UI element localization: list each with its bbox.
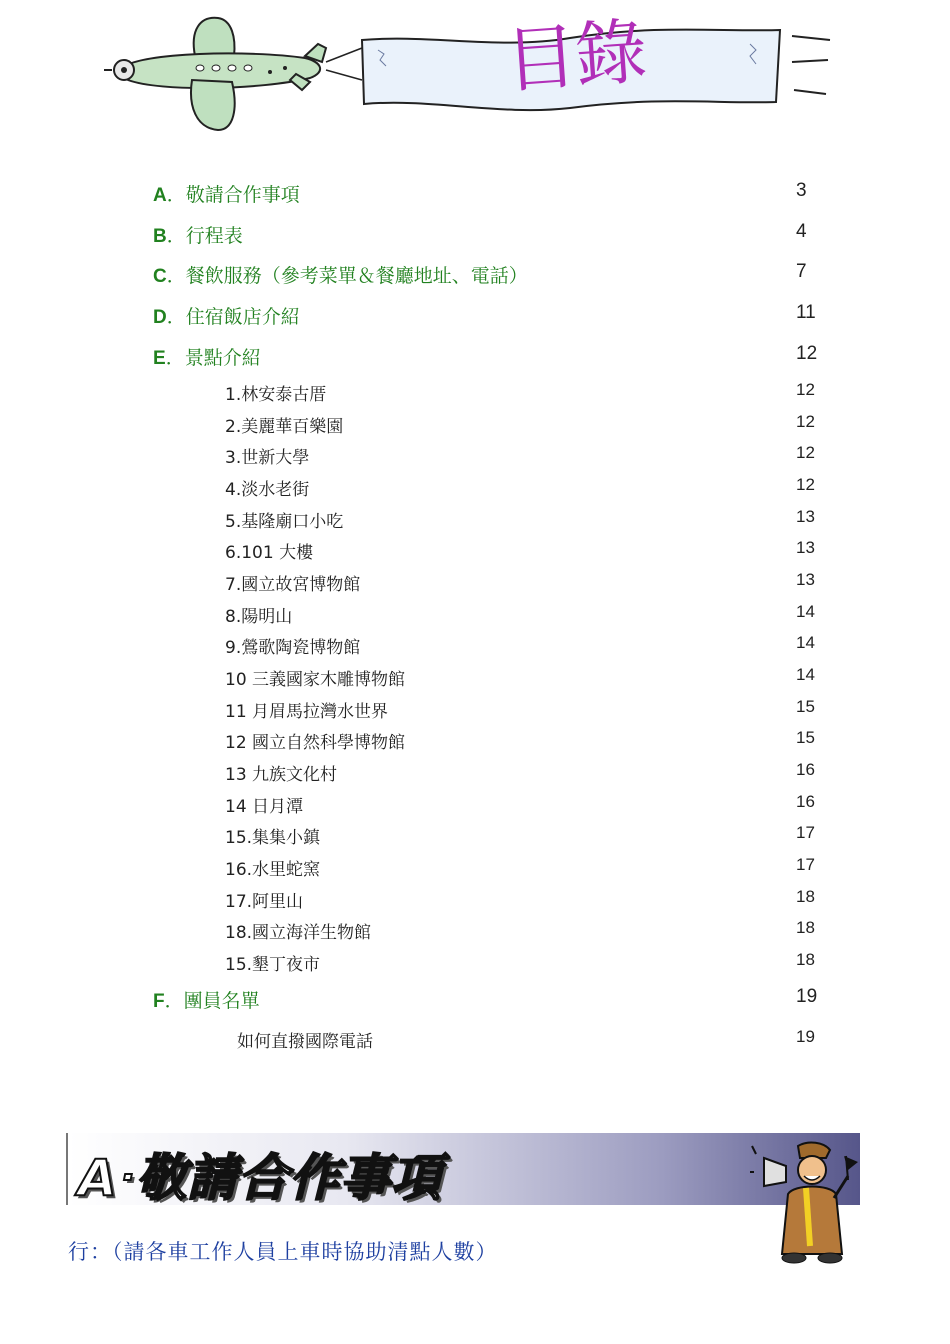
toc-page: 12 [796, 380, 815, 399]
toc-page: 15 [796, 728, 815, 747]
toc-page: 14 [796, 602, 815, 621]
toc-subitem[interactable] [225, 823, 833, 849]
toc-subitem[interactable] [225, 792, 833, 818]
toc-page: 12 [796, 412, 815, 431]
toc-subitem[interactable] [225, 697, 833, 723]
toc-label: ．團員名單 [164, 990, 260, 1012]
toc-subitem[interactable] [225, 633, 833, 659]
toc-item-b[interactable] [153, 221, 833, 251]
toc-subitem[interactable] [225, 760, 833, 786]
toc-page: 12 [796, 343, 818, 364]
toc-page: 18 [796, 918, 815, 937]
toc-label: ．餐飲服務（參考菜單＆餐廳地址、電話） [166, 265, 528, 287]
toc-page: 16 [796, 760, 815, 779]
toc-letter: C [153, 266, 167, 287]
toc-label: ．行程表 [166, 225, 243, 247]
page-title: 目錄 [502, 9, 648, 103]
toc-letter: D [153, 307, 167, 328]
megaphone-guide-illustration [750, 1136, 860, 1266]
toc-subitem-international-call[interactable] [237, 1027, 833, 1053]
toc-page: 7 [796, 261, 807, 282]
toc-item-a[interactable] [153, 180, 833, 210]
toc-subitem[interactable] [225, 475, 833, 501]
toc-item-e[interactable] [153, 343, 833, 373]
toc-subitem[interactable] [225, 918, 833, 944]
toc-letter: B [153, 226, 167, 247]
toc-sub-label: 17.阿里山 [225, 892, 304, 912]
toc-page: 14 [796, 633, 815, 652]
toc-subitem[interactable] [225, 412, 833, 438]
toc-sub-label: 18.國立海洋生物館 [225, 923, 372, 943]
toc-page: 19 [796, 986, 818, 1007]
toc-sub-label: 16.水里蛇窯 [225, 860, 321, 880]
toc-page: 15 [796, 697, 815, 716]
toc-subitem[interactable] [225, 602, 833, 628]
toc-label: ．景點介紹 [165, 347, 261, 369]
airplane-banner-illustration [100, 10, 860, 160]
toc-page: 4 [796, 221, 807, 242]
toc-subitem[interactable] [225, 665, 833, 691]
toc-page: 18 [796, 950, 815, 969]
toc-page: 12 [796, 443, 815, 462]
toc-sub-label: 如何直撥國際電話 [237, 1032, 373, 1052]
toc-subitem[interactable] [225, 443, 833, 469]
toc-subitem[interactable] [225, 507, 833, 533]
toc-letter: E [153, 348, 166, 369]
toc-item-c[interactable] [153, 261, 833, 291]
toc-label: ．住宿飯店介紹 [166, 306, 300, 328]
toc-sub-label: 8.陽明山 [225, 607, 293, 627]
toc-letter: A [153, 185, 167, 206]
toc-subitem[interactable] [225, 570, 833, 596]
toc-sub-label: 7.國立故宮博物館 [225, 575, 361, 595]
toc-page: 13 [796, 570, 815, 589]
toc-sub-label: 15.墾丁夜市 [225, 955, 321, 975]
toc-page: 3 [796, 180, 807, 201]
toc-sub-label: 9.鶯歌陶瓷博物館 [225, 638, 361, 658]
toc-item-d[interactable] [153, 302, 833, 332]
toc-page: 18 [796, 887, 815, 906]
toc-sub-label: 1.林安泰古厝 [225, 385, 327, 405]
toc-sub-label: 4.淡水老街 [225, 480, 310, 500]
toc-page: 11 [796, 302, 816, 323]
toc-subitem[interactable] [225, 887, 833, 913]
toc-subitem[interactable] [225, 855, 833, 881]
toc-subitem[interactable] [225, 728, 833, 754]
toc-sub-label: 12 國立自然科學博物館 [225, 733, 406, 753]
toc-page: 13 [796, 507, 815, 526]
toc-sub-label: 6.101 大樓 [225, 543, 314, 563]
toc-sub-label: 11 月眉馬拉灣水世界 [225, 702, 389, 722]
toc-sub-label: 5.基隆廟口小吃 [225, 512, 344, 532]
toc-letter: F [153, 991, 165, 1012]
toc-label: ．敬請合作事項 [166, 184, 300, 206]
toc-subitem[interactable] [225, 950, 833, 976]
toc-sub-label: 3.世新大學 [225, 448, 310, 468]
toc-sub-label: 14 日月潭 [225, 797, 304, 817]
toc-subitem[interactable] [225, 380, 833, 406]
toc-page: 14 [796, 665, 815, 684]
section-title: A‧敬請合作事項 [78, 1149, 443, 1207]
toc-sub-label: 13 九族文化村 [225, 765, 338, 785]
toc-page: 16 [796, 792, 815, 811]
note-text: 行：（請各車工作人員上車時協助清點人數） [68, 1240, 498, 1264]
toc-page: 13 [796, 538, 815, 557]
toc-item-f[interactable] [153, 986, 833, 1016]
toc-sub-label: 15.集集小鎮 [225, 828, 321, 848]
toc-sub-label: 10 三義國家木雕博物館 [225, 670, 406, 690]
toc-sub-label: 2.美麗華百樂園 [225, 417, 344, 437]
toc-page: 19 [796, 1027, 815, 1046]
toc-page: 17 [796, 823, 815, 842]
toc-subitem[interactable] [225, 538, 833, 564]
toc-page: 17 [796, 855, 815, 874]
toc-page: 12 [796, 475, 815, 494]
